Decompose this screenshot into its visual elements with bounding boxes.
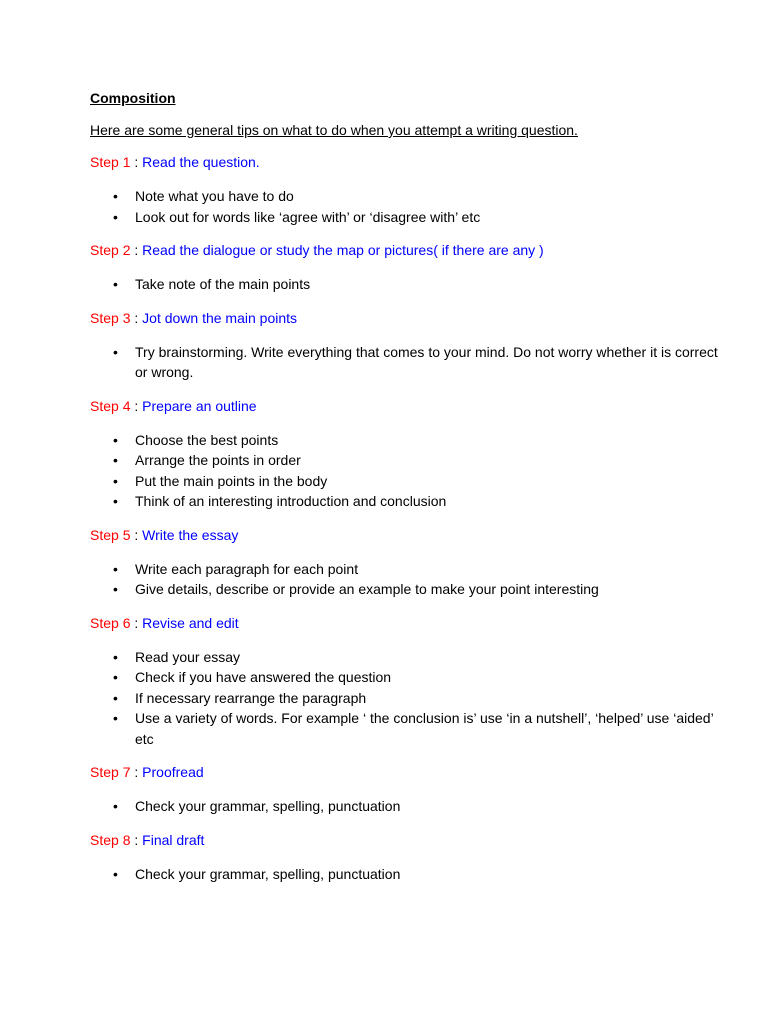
step-title: Write the essay (142, 526, 239, 543)
step-heading (90, 241, 730, 259)
list-item (90, 796, 730, 817)
step-bullet-list (90, 186, 730, 227)
step-title: Prepare an outline (142, 397, 257, 414)
step-separator: : (130, 614, 143, 631)
bullet-icon: • (113, 648, 118, 665)
step-number: Step 2 (90, 242, 131, 258)
bullet-icon: • (113, 669, 118, 685)
bullet-icon: • (113, 343, 118, 360)
step-heading (90, 153, 730, 171)
list-item (90, 471, 730, 492)
list-item (90, 274, 730, 295)
list-item (90, 342, 730, 383)
list-item (90, 207, 730, 228)
bullet-icon: • (113, 208, 118, 225)
list-item (90, 688, 730, 709)
bullet-icon: • (113, 431, 118, 448)
list-item-text: If necessary rearrange the paragraph (135, 689, 367, 706)
step-bullet-list (90, 796, 730, 817)
list-item-text: Give details, describe or provide an example to make your point interesting (135, 581, 599, 597)
list-item (90, 430, 730, 451)
list-item (90, 667, 730, 688)
step-number: Step 8 (90, 831, 131, 848)
step-heading (90, 397, 730, 415)
list-item (90, 579, 730, 600)
step-heading (90, 763, 730, 781)
step-separator: : (130, 397, 143, 414)
step-title: Read the question. (142, 154, 260, 170)
step-bullet-list (90, 559, 730, 600)
list-item-text: Try brainstorming. Write everything that comes to your mind. Do not worry whether it is correct or wrong. (135, 343, 718, 380)
step-separator: : (130, 309, 143, 326)
bullet-icon: • (113, 689, 118, 706)
step-bullet-list (90, 274, 730, 295)
document-title: Composition (90, 90, 176, 106)
step-separator: : (130, 831, 143, 848)
list-item (90, 864, 730, 885)
step-bullet-list (90, 430, 730, 512)
list-item (90, 559, 730, 580)
step-bullet-list (90, 342, 730, 383)
step-heading (90, 309, 730, 327)
list-item-text: Read your essay (135, 648, 241, 665)
step-number: Step 3 (90, 309, 131, 326)
bullet-icon: • (113, 276, 118, 292)
list-item-text: Check your grammar, spelling, punctuation (135, 865, 401, 882)
list-item-text: Take note of the main points (135, 276, 311, 292)
list-item (90, 647, 730, 668)
bullet-icon: • (113, 188, 118, 204)
list-item-text: Note what you have to do (135, 188, 294, 204)
list-item (90, 491, 730, 512)
step-separator: : (130, 242, 143, 258)
list-item (90, 450, 730, 471)
bullet-icon: • (113, 493, 118, 509)
step-number: Step 4 (90, 397, 131, 414)
step-title: Proofread (142, 764, 204, 780)
step-title: Final draft (142, 831, 205, 848)
step-title: Revise and edit (142, 614, 239, 631)
list-item (90, 186, 730, 207)
step-separator: : (130, 154, 143, 170)
intro-text: Here are some general tips on what to do when you attempt a writing question. (90, 122, 578, 138)
list-item-text: Use a variety of words. For example ‘ the conclusion is’ use ‘in a nutshell’, ‘helped’ use ‘aided’ etc (135, 710, 714, 747)
bullet-icon: • (113, 472, 118, 489)
list-item-text: Arrange the points in order (135, 452, 301, 468)
step-title: Read the dialogue or study the map or pictures( if there are any ) (142, 242, 544, 258)
step-heading (90, 831, 730, 849)
step-number: Step 1 (90, 154, 131, 170)
bullet-icon: • (113, 865, 118, 882)
bullet-icon: • (113, 710, 118, 726)
step-bullet-list (90, 864, 730, 885)
step-number: Step 6 (90, 614, 131, 631)
list-item-text: Check your grammar, spelling, punctuation (135, 798, 401, 814)
step-number: Step 7 (90, 764, 131, 780)
list-item-text: Choose the best points (135, 431, 279, 448)
step-bullet-list (90, 647, 730, 750)
bullet-icon: • (113, 798, 118, 814)
bullet-icon: • (113, 581, 118, 597)
step-separator: : (130, 764, 143, 780)
step-title: Jot down the main points (142, 309, 298, 326)
list-item-text: Put the main points in the body (135, 472, 328, 489)
step-heading (90, 526, 730, 544)
list-item-text: Look out for words like ‘agree with’ or ‘disagree with’ etc (135, 208, 481, 225)
bullet-icon: • (113, 452, 118, 468)
document-page (90, 89, 730, 884)
step-separator: : (130, 526, 143, 543)
list-item (90, 708, 730, 749)
bullet-icon: • (113, 560, 118, 577)
list-item-text: Think of an interesting introduction and conclusion (135, 493, 447, 509)
step-heading (90, 614, 730, 632)
list-item-text: Write each paragraph for each point (135, 560, 359, 577)
step-number: Step 5 (90, 526, 131, 543)
list-item-text: Check if you have answered the question (135, 669, 392, 685)
